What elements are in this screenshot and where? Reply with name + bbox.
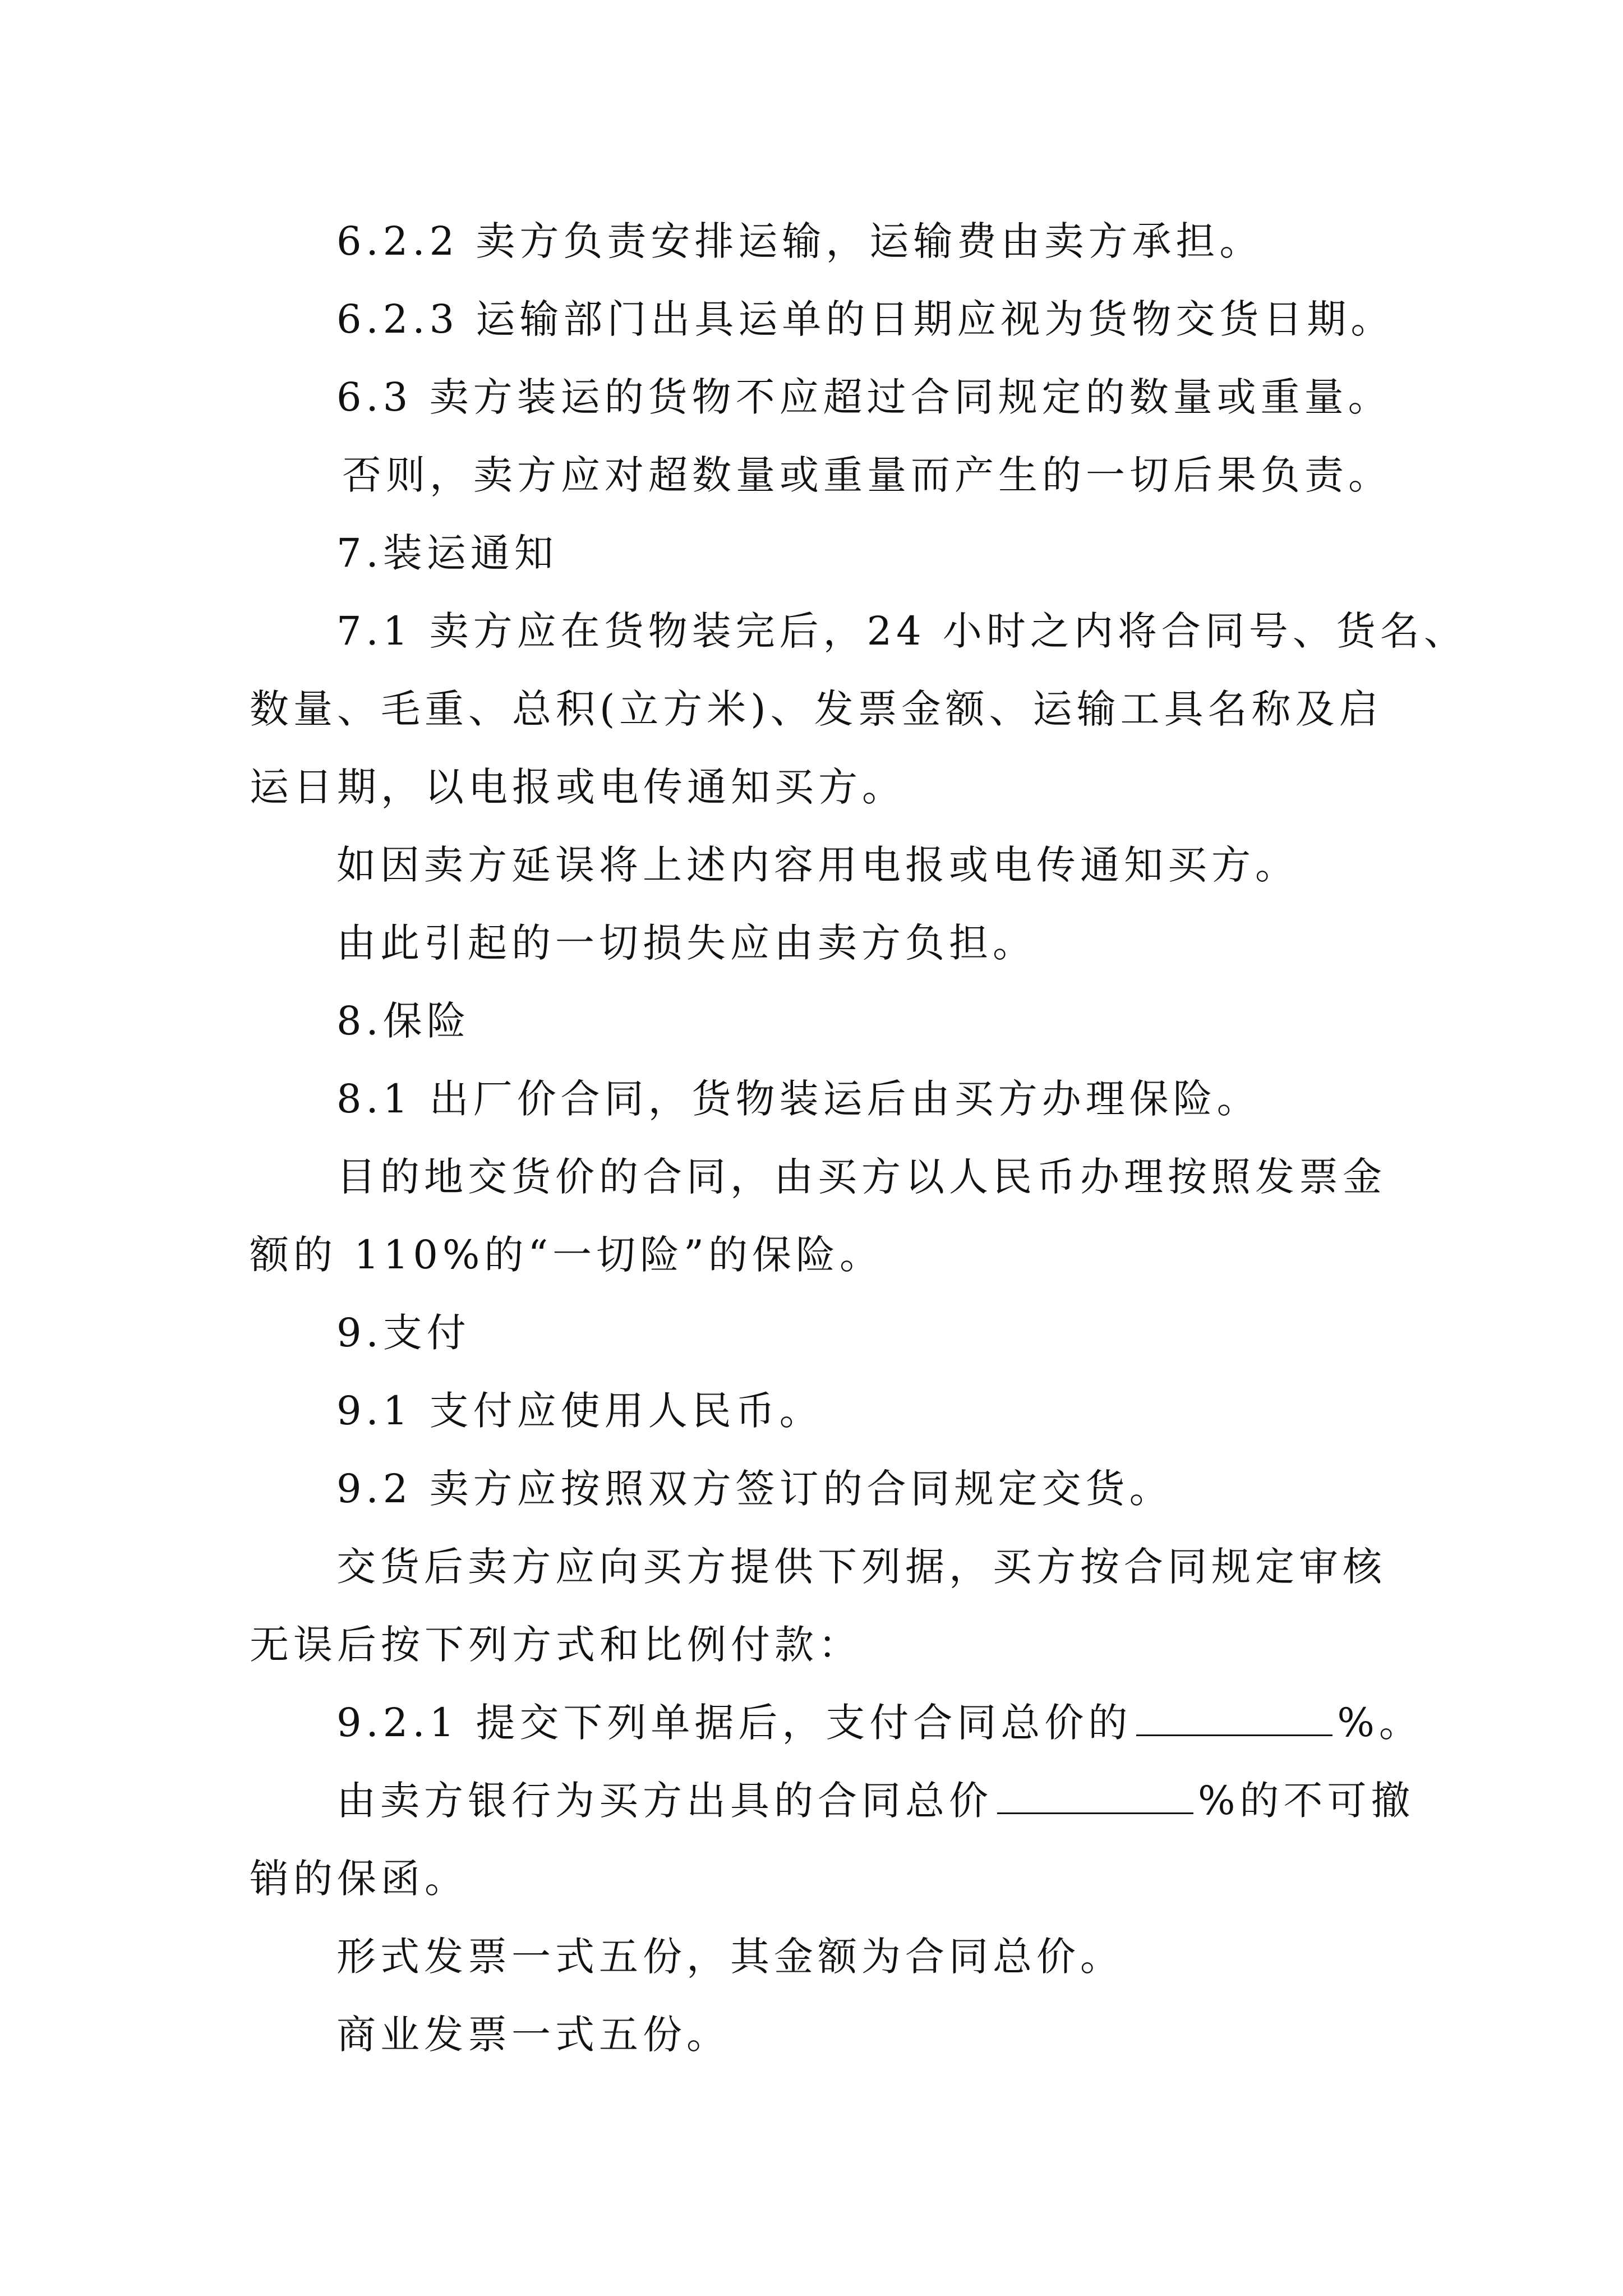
clause-9-2-1: [336, 1697, 1423, 1748]
percentage-blank-2: [997, 1782, 1193, 1814]
clause-7-delay: 如因卖方延误将上述内容用电报或电传通知买方。: [336, 842, 1299, 888]
clause-9-2: 9.2 卖方应按照双方签订的合同规定交货。: [336, 1466, 1173, 1512]
clause-8-1: 8.1 出厂价合同，货物装运后由买方办理保险。: [336, 1076, 1261, 1122]
clause-9-delivery-line-2: 无误后按下列方式和比例付款：: [250, 1622, 862, 1668]
clause-7-1-line-3: 运日期，以电报或电传通知买方。: [250, 764, 906, 810]
section-7-heading: 7.装运通知: [336, 530, 558, 576]
clause-9-delivery-line-1: 交货后卖方应向买方提供下列据，买方按合同规定审核: [336, 1544, 1386, 1590]
clause-6-3: 6.3 卖方装运的货物不应超过合同规定的数量或重量。: [336, 374, 1392, 420]
clause-6-2-2: 6.2.2 卖方负责安排运输，运输费由卖方承担。: [336, 218, 1264, 264]
bank-guarantee-line-1: [336, 1775, 1415, 1826]
section-8-heading: 8.保险: [336, 998, 471, 1044]
commercial-invoice-clause: 商业发票一式五份。: [336, 2012, 730, 2058]
clause-9-1: 9.1 支付应使用人民币。: [336, 1388, 823, 1434]
percentage-blank-1: [1136, 1704, 1332, 1736]
clause-7-loss: 由此引起的一切损失应由卖方负担。: [336, 920, 1036, 966]
clause-7-1-line-2: 数量、毛重、总积(立方米)、发票金额、运输工具名称及启: [250, 686, 1383, 732]
clause-7-1-line-1: 7.1 卖方应在货物装完后，24 小时之内将合同号、货名、: [336, 608, 1468, 654]
proforma-invoice-clause: 形式发票一式五份，其金额为合同总价。: [336, 1934, 1124, 1980]
clause-8-destination-line-2: 额的 110%的“一切险”的保险。: [250, 1232, 883, 1278]
clause-9-2-1-text: 9.2.1 提交下列单据后，支付合同总价的: [336, 1700, 1132, 1746]
bank-guarantee-text: 由卖方银行为买方出具的合同总价: [336, 1778, 993, 1824]
clause-6-2-3: 6.2.3 运输部门出具运单的日期应视为货物交货日期。: [336, 296, 1395, 342]
clause-9-2-1-percent: %。: [1337, 1700, 1423, 1746]
bank-guarantee-percent: %的不可撤: [1198, 1778, 1415, 1824]
bank-guarantee-line-2: 销的保函。: [250, 1856, 468, 1902]
clause-6-3-continuation: 否则，卖方应对超数量或重量而产生的一切后果负责。: [342, 452, 1392, 498]
clause-8-destination-line-1: 目的地交货价的合同，由买方以人民币办理按照发票金: [336, 1154, 1386, 1200]
section-9-heading: 9.支付: [336, 1310, 471, 1356]
